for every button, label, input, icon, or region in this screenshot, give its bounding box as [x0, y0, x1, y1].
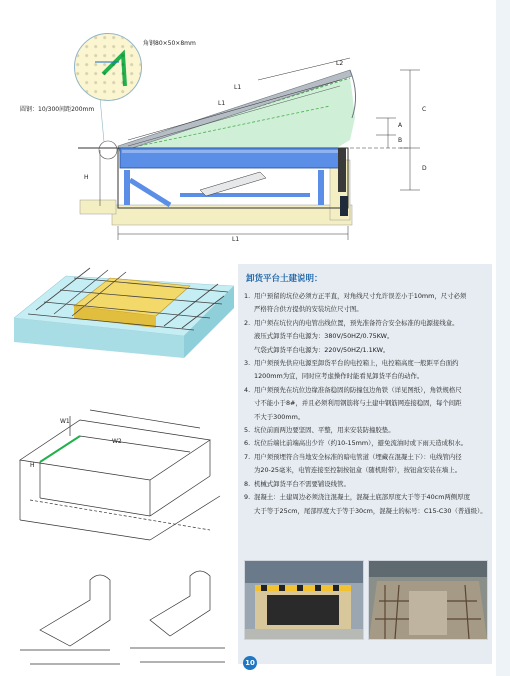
dim-label-l1-upper: L1 [218, 100, 226, 107]
bumper-detail-illustration [10, 560, 230, 670]
note-item: 9. 混凝土：土建周边必须浇注混凝土，混凝土底部厚度大于等于40cm两侧厚度 大于等于25cm，尾部厚度大于等于30cm，混凝土的标号：C15-C30（普通级）。 [244, 493, 487, 515]
angle-steel-detail-callout [74, 33, 142, 101]
construction-notes-title: 卸货平台土建说明： [246, 274, 323, 284]
dim-label-l1: L1 [234, 84, 242, 91]
iso-label-h: H [30, 462, 35, 469]
iso-label-w1: W1 [60, 418, 70, 425]
note-item: 3. 用户须预先供应电源至卸货平台的电控箱上，电控箱高度一般距平台面约 1200mm为宜，同时应考虑操作时能看见卸货平台的动作。 [244, 359, 459, 381]
iso-label-w2: W2 [112, 438, 122, 445]
note-item: 2. 用户须在坑位内的电管出线位置，预先准备符合安全标准的电源接线盒。 液压式卸货平台电源为：380V/50HZ/0.75KW。 气袋式卸货平台电源为：220V/50HZ/1.1KW。 [244, 318, 459, 354]
photo-pit-with-bumpers [244, 560, 364, 640]
rebar-cage-illustration [14, 256, 234, 366]
dim-label-h: H [84, 174, 89, 181]
note-item: 7. 用户须预埋符合当地安全标准的暗电管道（埋藏在混凝土下）：电线管内径 为20-25毫米，电管连接至控制按钮盒（随机附带），按钮盒安装在墙上。 [244, 452, 462, 475]
dim-label-b: B [398, 137, 403, 144]
construction-notes-list [244, 290, 488, 518]
callout-label-angle-steel: 角钢80×50×8mm [143, 40, 196, 47]
dim-label-d: D [422, 165, 427, 172]
page-number: 10 [243, 656, 257, 670]
callout-label-round-steel: 圆钢：10/300间距200mm [20, 106, 95, 113]
dim-label-l2: L2 [336, 60, 344, 67]
dim-label-a: A [398, 122, 403, 129]
dim-label-l1-bottom: L1 [232, 236, 240, 243]
note-item: 1. 用户预留的坑位必须方正平直，对角线尺寸允许误差小于10mm，尺寸必须 严格符合供方提供的安装坑位尺寸图。 [244, 292, 467, 314]
pit-isometric-illustration [10, 380, 230, 550]
note-item: 4. 用户须预先在坑位边缘准备稳固的防撞包边角铁（详见图纸），角铁规格尺 寸不能小于8#，并且必须利用钢筋将与土建中钢筋网连接稳固，每个间距 不大于300mm。 [244, 385, 462, 421]
photo-pit-rebar-frame [368, 560, 488, 640]
dim-label-c: C [422, 106, 427, 113]
note-item: 8. 机械式卸货平台不需要铺设线管。 [244, 479, 350, 488]
note-item: 6. 坑位后端比前端高出少许（约10-15mm），避免流油时或下雨天造成积水。 [244, 439, 468, 448]
note-item: 5. 坑位前面两边要坚固、平整，用来安装防撞胶垫。 [244, 426, 395, 435]
hydraulic-cylinder [200, 172, 266, 196]
